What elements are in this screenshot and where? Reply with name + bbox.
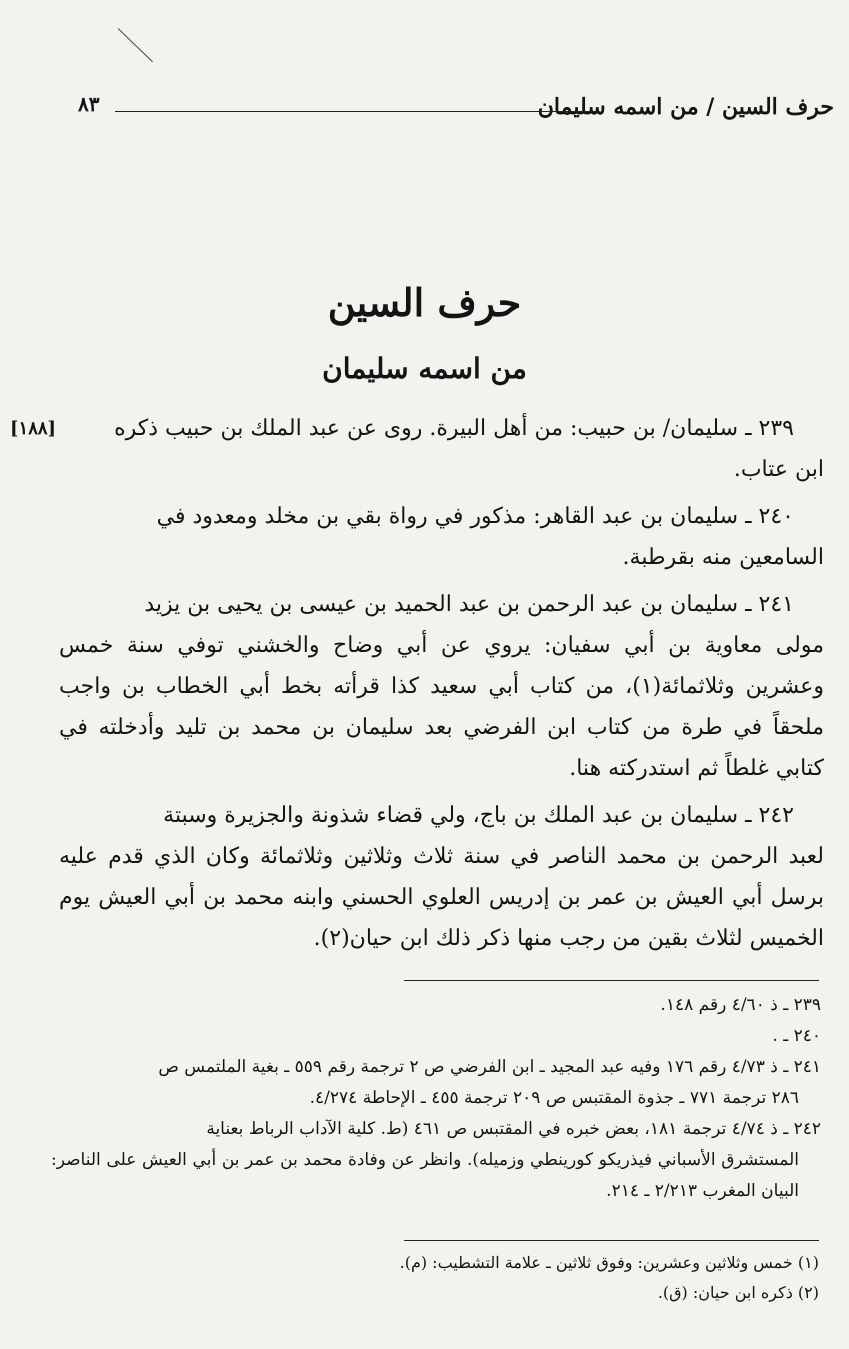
entry-first-line: ٢٤٠ ـ سليمان بن عبد القاهر: مذكور في رواة بقي بن مخلد ومعدود في — [156, 504, 794, 529]
entry-239 — [10, 408, 824, 490]
source-242 — [51, 1114, 821, 1207]
entry-continuation: ابن عتاب. — [733, 457, 824, 482]
entry-continuation: لعبد الرحمن بن محمد الناصر في سنة ثلاث وثلاثين وثلاثمائة وكان الذي قدم عليه برسل أبي العيش بن عمر بن إدريس العلوي الحسني وابنه محمد بن أبي العيش يوم الخميس لثلاث بقين من رجب منها ذكر ذلك ابن حيان(٢). — [59, 844, 824, 951]
source-text: ٢٤٢ ـ ذ ٤/٧٤ ترجمة ١٨١، بعض خبره في المقتبس ص ٤٦١ (ط. كلية الآداب الرباط بعناية — [206, 1119, 821, 1139]
sources-divider — [404, 980, 819, 981]
source-continuation: المستشرق الأسباني فيذريكو كورينطي وزميله). وانظر عن وفادة محمد بن عمر بن أبي العيش على الناصر: البيان المغرب ٢/٢١٣ ـ ٢١٤. — [51, 1150, 799, 1201]
source-239 — [51, 990, 821, 1021]
chapter-title: حرف السين — [327, 280, 522, 325]
running-title: حرف السين / من اسمه سليمان — [537, 94, 834, 120]
footnotes-divider — [404, 1240, 819, 1241]
footnotes — [219, 1248, 819, 1308]
section-title: من اسمه سليمان — [322, 352, 527, 385]
entry-continuation: السامعين منه بقرطبة. — [622, 545, 824, 570]
source-text: ٢٤٠ ـ . — [772, 1026, 821, 1046]
entry-first-line: ٢٤٢ ـ سليمان بن عبد الملك بن باج، ولي قضاء شذونة والجزيرة وسبتة — [163, 803, 794, 828]
manuscript-folio-ref: [١٨٨] — [10, 418, 57, 439]
biography-entries — [10, 408, 824, 965]
source-text: ٢٣٩ ـ ذ ٤/٦٠ رقم ١٤٨. — [660, 995, 821, 1015]
entry-first-line: ٢٤١ ـ سليمان بن عبد الرحمن بن عبد الحميد بن عيسى بن يحيى بن يزيد — [144, 592, 794, 617]
source-continuation: ٢٨٦ ترجمة ٧٧١ ـ جذوة المقتبس ص ٢٠٩ ترجمة ٤٥٥ ـ الإحاطة ٤/٢٧٤. — [309, 1088, 799, 1108]
entry-240 — [24, 496, 824, 578]
running-header — [70, 90, 834, 124]
entry-242 — [24, 795, 824, 959]
source-references — [51, 990, 821, 1207]
footnote-2: (٢) ذكره ابن حيان: (ق). — [657, 1283, 819, 1302]
footnote-1: (١) خمس وثلاثين وعشرين: وفوق ثلاثين ـ علامة التشطيب: (م). — [399, 1253, 819, 1272]
entry-241 — [24, 584, 824, 789]
entry-first-line: ٢٣٩ ـ سليمان/ بن حبيب: من أهل البيرة. روى عن عبد الملك بن حبيب ذكره — [114, 416, 794, 441]
header-rule — [115, 111, 596, 112]
source-240 — [51, 1021, 821, 1052]
source-text: ٢٤١ ـ ذ ٤/٧٣ رقم ١٧٦ وفيه عبد المجيد ـ ابن الفرضي ص ٢ ترجمة رقم ٥٥٩ ـ بغية الملتمس ص — [158, 1057, 821, 1077]
entry-continuation: مولى معاوية بن أبي سفيان: يروي عن أبي وضاح والخشني توفي سنة خمس وعشرين وثلاثمائة(١)، من كتاب أبي سعيد كذا قرأته بخط أبي الخطاب بن واجب ملحقاً في طرة من كتاب ابن الفرضي بعد سليمان بن محمد بن تليد وأدخلته في كتابي غلطاً ثم استدركته هنا. — [59, 633, 824, 781]
page-scratch-mark — [118, 28, 153, 62]
source-241 — [51, 1052, 821, 1114]
page-number: ٨٣ — [78, 92, 100, 116]
